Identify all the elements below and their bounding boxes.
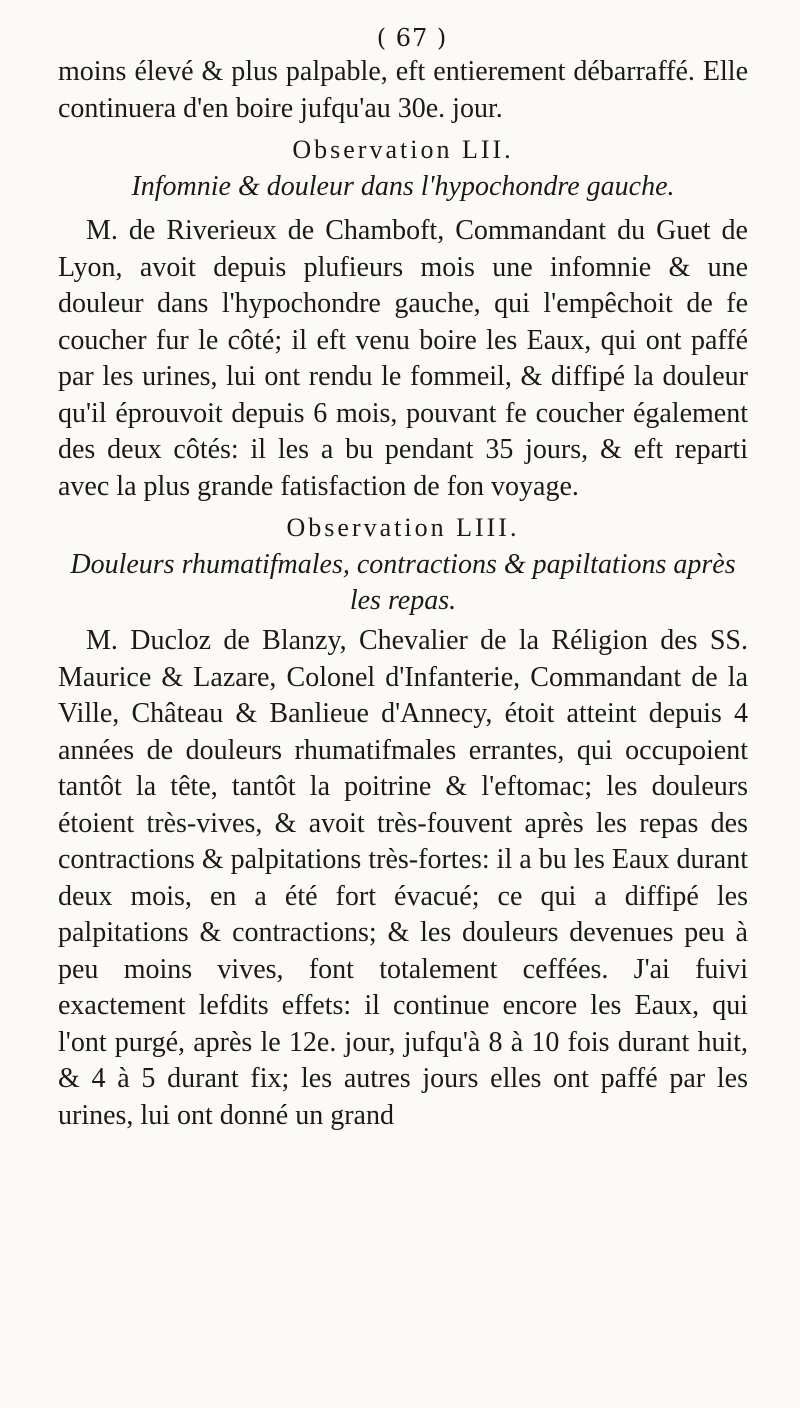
observation-53-body: M. Ducloz de Blanzy, Chevalier de la Réligion des SS. Maurice & Lazare, Colonel d'Infanterie, Commandant de la Ville, Château & Banlieue d'Annecy, étoit atteint depuis 4 années de douleurs rhumatifmales errantes, qui occupoient tantôt la tête, tantôt la poitrine & l'eftomac; les douleurs étoient très-vives, & avoit très-fouvent après les repas des contractions & palpitations très-fortes: il a bu les Eaux durant deux mois, en a été fort évacué; ce qui a diffipé les palpitations & contractions; & les douleurs devenues peu à peu moins vives, font totalement ceffées. J'ai fuivi exactement lefdits effets: il continue encore les Eaux, qui l'ont purgé, après le 12e. jour, jufqu'à 8 à 10 fois durant huit, & 4 à 5 durant fix; les autres jours elles ont paffé par les urines, lui ont donné un grand bbox=[58, 625, 748, 1131]
observation-53-heading: Observation LIII. bbox=[286, 513, 520, 542]
page-number: ( 67 ) bbox=[376, 24, 448, 52]
intro-paragraph: moins élevé & plus palpable, eft entierement débarraffé. Elle continuera d'en boire jufqu'au 30e. jour. bbox=[58, 56, 748, 124]
observation-52-body: M. de Riverieux de Chamboft, Commandant du Guet de Lyon, avoit depuis plufieurs mois une infomnie & une douleur dans l'hypochondre gauche, qui l'empêchoit de fe coucher fur le côté; il eft venu boire les Eaux, qui ont paffé par les urines, lui ont rendu le fommeil, & diffipé la douleur qu'il éprouvoit depuis 6 mois, pouvant fe coucher également des deux côtés: il les a bu pendant 35 jours, & eft reparti avec la plus grande fatisfaction de fon voyage. bbox=[58, 215, 748, 502]
observation-52-heading: Observation LII. bbox=[292, 135, 514, 164]
book-page bbox=[58, 22, 748, 1134]
observation-53-title: Douleurs rhumatifmales, contractions & papiltations après les repas. bbox=[70, 549, 736, 616]
observation-52-title: Infomnie & douleur dans l'hypochondre gauche. bbox=[131, 171, 675, 202]
